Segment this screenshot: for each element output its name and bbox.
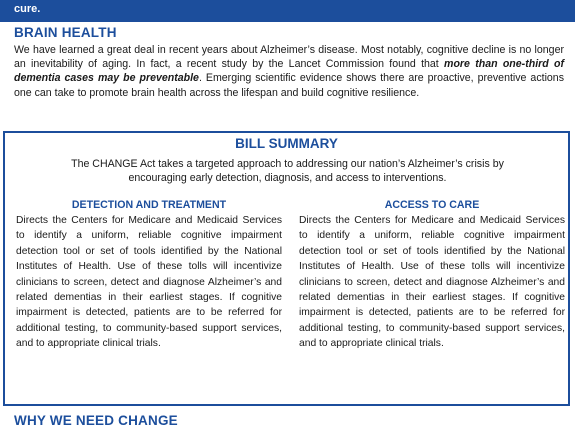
access-to-care-heading: ACCESS TO CARE — [384, 199, 480, 211]
brain-health-emphasis: more than one-third of dementia cases may be preventable — [14, 58, 565, 85]
brain-health-text-1: We have learned a great deal in recent years about Alzheimer’s disease. Most notably, cognitive decline is no longer an inevitability of aging. In fact, a recent study by the Lancet Commission found that — [14, 44, 564, 71]
brain-health-text-2: . Emerging scientific evidence shows there are proactive, preventive actions one can take to promote brain health across the lifespan and build cognitive resilience. — [14, 72, 564, 99]
bill-summary-intro: The CHANGE Act takes a targeted approach to addressing our nation’s Alzheimer’s crisis by encouraging early detection, diagnosis, and access to interventions. — [71, 158, 504, 184]
brain-health-heading: BRAIN HEALTH — [14, 25, 117, 40]
why-we-need-change-heading: WHY WE NEED CHANGE — [14, 413, 178, 428]
top-banner — [0, 0, 575, 22]
access-to-care-column — [299, 199, 565, 352]
access-to-care-body: Directs the Centers for Medicare and Medicaid Services to identify a uniform, reliable cognitive impairment detection tool or set of tools identified by the National Institutes of Health. Use of these tolls will incentivize clinicians to screen, detect and diagnose Alzheimer’s and related dementias in their earliest stages. If cognitive impairment is detected, patients are to be referred for additional testing, to community-based support services, and to appropriate clinical trials. — [299, 215, 565, 350]
detection-treatment-column — [16, 199, 282, 352]
bill-summary-box — [3, 131, 570, 406]
detection-treatment-heading: DETECTION AND TREATMENT — [71, 199, 227, 211]
banner-text: cure. — [14, 3, 41, 15]
bill-summary-title: BILL SUMMARY — [235, 136, 338, 151]
brain-health-paragraph — [14, 43, 564, 100]
detection-treatment-body: Directs the Centers for Medicare and Medicaid Services to identify a uniform, reliable cognitive impairment detection tool or set of tools identified by the National Institutes of Health. Use of these tolls will incentivize clinicians to screen, detect and diagnose Alzheimer’s and related dementias in their earliest stages. If cognitive impairment is detected, patients are to be referred for additional testing, to community-based support services, and to appropriate clinical trials. — [16, 215, 282, 350]
